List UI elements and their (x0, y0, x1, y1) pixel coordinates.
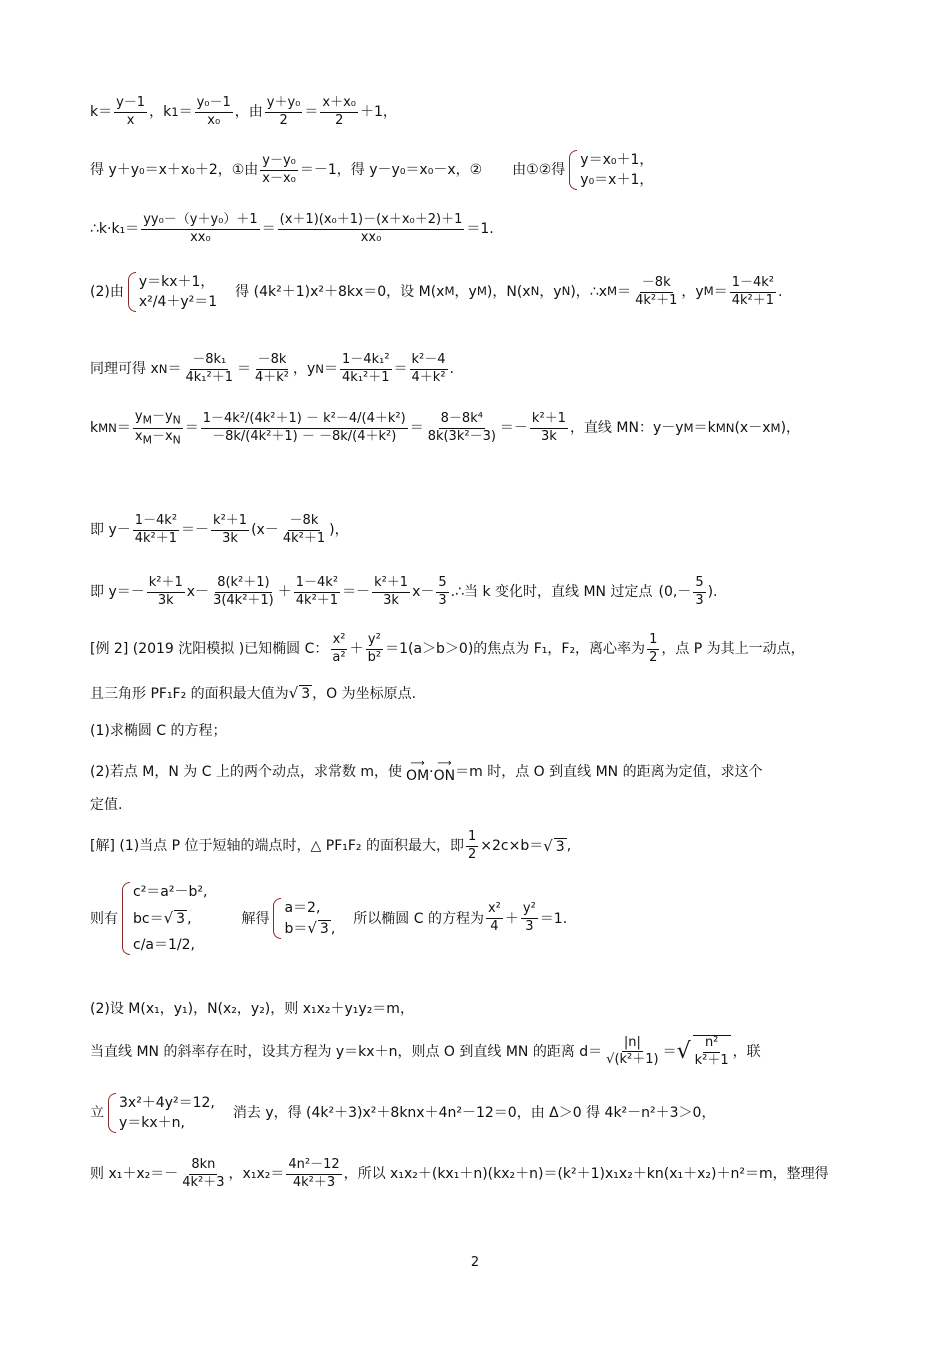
text: ＝ (236, 361, 251, 378)
denominator: 4 (490, 919, 499, 935)
page-number: 2 (470, 1255, 480, 1270)
text: ＝ (409, 420, 424, 437)
fraction (330, 633, 347, 666)
solution-1 (90, 830, 870, 863)
equation-system (569, 150, 653, 190)
denominator: 8k(3k²－3) (427, 429, 496, 445)
text: (2)由 (90, 284, 124, 301)
question-1 (90, 723, 870, 739)
system-row: b＝√ 3 , (284, 919, 336, 938)
text: (0,－ (658, 584, 692, 601)
text: (1)求椭圆 C 的方程； (90, 723, 227, 739)
numerator: (x＋1)(x₀＋1)－(x＋x₀＋2)＋1 (278, 213, 465, 230)
subscript: M (770, 420, 781, 435)
text: ＋ (504, 910, 519, 927)
denominator: $x_M-x_N$ (134, 429, 181, 447)
text: k＝ (90, 104, 113, 121)
text: ＝ (304, 104, 319, 121)
denominator: 4k²＋1 (282, 530, 326, 546)
fraction (604, 1036, 660, 1069)
denominator: xx₀ (360, 229, 382, 245)
text: [例 2] (2019 沈阳模拟 )已知椭圆 C： (90, 641, 329, 658)
fraction (647, 633, 659, 666)
denominator: x (126, 112, 135, 128)
denominator: 3k (541, 429, 557, 445)
text: 即 y＝－ (90, 584, 145, 601)
denominator: 4k²＋1 (295, 592, 339, 608)
denominator: 4＋k² (254, 369, 289, 385)
text: )， (329, 522, 349, 539)
text: . (778, 284, 783, 301)
subscript: N (158, 361, 168, 376)
text: ＝ (184, 420, 199, 437)
denominator: 4k²＋1 (635, 292, 678, 308)
fraction (211, 576, 276, 609)
denominator: xx₀ (190, 229, 211, 245)
question-2-cont (90, 797, 870, 813)
text: ＝1(a＞b＞0)的焦点为 F₁，F₂，离心率为 (385, 641, 646, 658)
text: ＋1， (360, 104, 397, 121)
equation-line-6 (90, 410, 870, 447)
text: [解] (1)当点 P 位于短轴的端点时，△ PF₁F₂ 的面积最大，即 (90, 838, 464, 855)
denominator: x₀ (207, 112, 221, 128)
fraction (147, 576, 185, 609)
fraction (265, 96, 303, 129)
text: ∴k·k₁＝ (90, 221, 140, 238)
denominator: 2 (335, 112, 344, 128)
solution-1-system (90, 882, 870, 955)
text: )，∴x (570, 284, 607, 301)
text: ＝－ (181, 522, 210, 539)
text: .∴当 k 变化时，直线 MN 过定点 (450, 584, 653, 601)
text: ＝1. (466, 221, 494, 238)
numerator: y² (521, 902, 538, 919)
fraction (340, 353, 392, 386)
text: ，点 P 为其上一动点， (661, 641, 805, 658)
numerator: |n| (622, 1036, 643, 1053)
fraction (133, 410, 183, 447)
text: ＋ (277, 584, 292, 601)
text: 解得 (241, 910, 270, 927)
fraction (730, 276, 776, 309)
text: ＝ (178, 104, 193, 121)
fraction (436, 576, 448, 609)
example-2-statement-cont (90, 685, 870, 702)
numerator: －8k (288, 514, 321, 531)
vector-on: ⟶ ON (433, 758, 456, 784)
numerator: k²＋1 (211, 514, 249, 531)
denominator: 3 (695, 592, 704, 608)
equation-system (108, 1093, 215, 1133)
subscript: 1 (171, 104, 179, 119)
fraction (278, 213, 465, 246)
denominator: 4k²＋3 (182, 1174, 225, 1190)
subscript: M (607, 284, 618, 299)
numerator: 8kn (189, 1158, 217, 1175)
fraction (486, 902, 503, 935)
text: ，y (454, 284, 477, 301)
fraction (195, 96, 233, 129)
numerator: 1 (466, 830, 478, 847)
text: ＝ (393, 361, 408, 378)
numerator: 1 (647, 633, 659, 650)
text: 得 (4k²＋1)x²＋8kx＝0，设 M(x (235, 284, 445, 301)
numerator: k²＋1 (372, 576, 410, 593)
subscript: MN (715, 420, 735, 435)
numerator: x＋x₀ (320, 96, 358, 113)
denominator: 2 (279, 112, 288, 128)
equation-line-8 (90, 576, 870, 609)
text: ×2c×b＝ (480, 838, 544, 855)
numerator: 1－4k² (294, 576, 340, 593)
numerator: y－1 (114, 96, 147, 113)
denominator: 3 (438, 592, 447, 608)
denominator: 4k²＋3 (292, 1174, 336, 1190)
denominator: k²＋1 (694, 1052, 729, 1068)
text: (x－ (251, 522, 279, 539)
text: 由①②得 (512, 162, 566, 179)
fraction (693, 1035, 731, 1069)
denominator: √(k²＋1) (606, 1052, 659, 1068)
system-row: y＝kx＋n, (119, 1115, 186, 1132)
text: 得 y＋y₀＝x＋x₀＋2，①由 (90, 162, 259, 179)
system-row: a＝2, (284, 900, 321, 917)
equation-system (273, 898, 335, 939)
fraction (530, 412, 568, 445)
text: 同理可得 x (90, 361, 159, 378)
equation-line-4 (90, 272, 870, 312)
text: 立 (90, 1105, 104, 1122)
fraction (133, 514, 179, 547)
equation-line-7 (90, 514, 870, 547)
solution-2-system (90, 1093, 870, 1133)
numerator: －8k₁ (190, 353, 228, 370)
denominator: 3 (525, 919, 534, 935)
text: . (449, 361, 454, 378)
denominator: 3(4k²＋1) (213, 592, 274, 608)
denominator: 3k (157, 592, 174, 608)
numerator: y＋y₀ (265, 96, 303, 113)
numerator: x² (331, 633, 348, 650)
text: (x－x (734, 420, 771, 437)
system-row: y＝kx＋1， (138, 274, 215, 290)
numerator: yy₀－（y＋y₀）＋1 (141, 213, 259, 230)
fraction (211, 514, 249, 547)
solution-2-setup (90, 1001, 870, 1017)
text: ＝k (693, 420, 716, 437)
denominator: a² (332, 649, 346, 665)
system-row: 3x²＋4y²＝12, (119, 1095, 215, 1111)
text: ，y (293, 361, 316, 378)
subscript: M (683, 420, 694, 435)
fraction (281, 514, 327, 547)
denominator: 4k²＋1 (134, 530, 178, 546)
text: ＋ (349, 641, 364, 658)
text: )， (780, 420, 801, 437)
text: ＝ (324, 361, 339, 378)
question-2 (90, 760, 870, 784)
fraction (294, 576, 340, 609)
text: ＝ (617, 284, 632, 301)
text: ). (707, 584, 718, 601)
system-row: y₀＝x＋1， (580, 172, 654, 189)
text: ，y (681, 284, 704, 301)
fraction (466, 830, 478, 863)
numerator: x² (486, 902, 503, 919)
subscript: N (561, 284, 571, 299)
text: (2)设 M(x₁，y₁)，N(x₂，y₂)，则 x₁x₂＋y₁y₂＝m， (90, 1001, 414, 1017)
fraction (183, 353, 235, 386)
numerator: k²＋1 (530, 412, 568, 429)
numerator: －8k (256, 353, 289, 370)
text: )，N(x (486, 284, 531, 301)
text: ＝ (116, 420, 131, 437)
equation-line-1 (90, 96, 870, 129)
fraction (180, 1158, 226, 1191)
text: 则有 (90, 910, 118, 927)
numerator: 8(k²＋1) (215, 576, 271, 593)
text: ，由 (234, 104, 263, 121)
text: ＝ (261, 221, 276, 238)
numerator: 8－8k⁴ (439, 412, 485, 429)
fraction (372, 576, 410, 609)
text: ，所以 x₁x₂＋(kx₁＋n)(kx₂＋n)＝(k²＋1)x₁x₂＋kn(x₁＋x₂)＋n²＝m，整理得 (343, 1166, 829, 1183)
fraction (410, 353, 448, 386)
text: 当直线 MN 的斜率存在时，设其方程为 y＝kx＋n，则点 O 到直线 MN 的距离 d＝ (90, 1043, 603, 1060)
text: ，联 (732, 1043, 761, 1060)
fraction (693, 576, 705, 609)
denominator: 4＋k² (411, 369, 446, 385)
fraction (633, 276, 679, 309)
numerator: 1－4k² (730, 276, 776, 293)
numerator: 1－4k₁² (340, 353, 392, 370)
text: ＝－ (499, 420, 528, 437)
numerator: 5 (693, 576, 705, 593)
text: (2)若点 M，N 为 C 上的两个动点，求常数 m，使 (90, 764, 403, 780)
text: ＝ (662, 1043, 677, 1060)
numerator: y－y₀ (260, 154, 298, 171)
text: 则 x₁＋x₂＝－ (90, 1166, 179, 1183)
subscript: N (315, 361, 325, 376)
sqrt-sign: √ (543, 836, 553, 855)
text: ，x₁x₂＝ (228, 1166, 285, 1183)
denominator: 4k²＋1 (731, 292, 775, 308)
text: ＝－1，得 y－y₀＝x₀－x，② (299, 162, 483, 179)
equation-system (128, 272, 217, 312)
equation-line-2 (90, 150, 870, 190)
subscript: MN (98, 420, 117, 435)
equation-system (122, 882, 207, 955)
text: k (90, 420, 99, 437)
text: ，k (149, 104, 172, 121)
equation-line-3 (90, 213, 870, 246)
denominator: x－x₀ (262, 170, 296, 186)
denominator: 2 (649, 649, 658, 665)
numerator: －8k (640, 276, 673, 293)
denominator: 2 (468, 846, 477, 862)
text: x－ (412, 584, 435, 601)
system-row: x²/4＋y²＝1 (138, 294, 218, 311)
text: 定值. (90, 797, 123, 813)
denominator: 4k₁²＋1 (342, 369, 390, 385)
numerator: 4n²－12 (286, 1158, 341, 1175)
system-row: y＝x₀＋1， (580, 152, 654, 168)
numerator: y² (366, 633, 383, 650)
system-row: c²＝a²－b², (133, 884, 208, 900)
vector-om: ⟶ OM (406, 758, 430, 784)
numerator: y₀－1 (195, 96, 233, 113)
numerator: 5 (436, 576, 448, 593)
text: ，直线 MN：y－y (569, 420, 684, 437)
text: x－ (186, 584, 210, 601)
subscript: M (476, 284, 487, 299)
text: 所以椭圆 C 的方程为 (353, 910, 484, 927)
numerator: n² (703, 1036, 720, 1053)
compound-fraction (201, 412, 408, 445)
fraction (260, 154, 298, 187)
fraction (141, 213, 259, 246)
text: ，O 为坐标原点. (312, 685, 417, 702)
fraction (320, 96, 358, 129)
fraction (426, 412, 498, 445)
sqrt-sign: √ (288, 684, 299, 702)
subscript: M (444, 284, 455, 299)
subscript: M (703, 284, 714, 299)
numerator: $y_M-y_N$ (133, 410, 183, 429)
numerator: k²－4 (410, 353, 448, 370)
denominator: b² (367, 649, 382, 665)
fraction (521, 902, 538, 935)
solution-2-distance (90, 1035, 870, 1069)
denominator: 4k₁²＋1 (185, 369, 233, 385)
system-row: c/a＝1/2, (133, 937, 195, 954)
text: , (566, 838, 572, 855)
solution-2-vieta (90, 1158, 870, 1191)
text: 即 y－ (90, 522, 131, 539)
numerator: 1－4k²/(4k²＋1) － k²－4/(4＋k²) (201, 412, 408, 429)
fraction (286, 1158, 341, 1191)
equation-line-5 (90, 353, 870, 386)
text: ＝m 时，点 O 到直线 MN 的距离为定值，求这个 (455, 764, 763, 780)
fraction (114, 96, 147, 129)
text: 且三角形 PF₁F₂ 的面积最大值为 (90, 685, 289, 702)
text: ＝ (713, 284, 728, 301)
text: ＝ (167, 361, 182, 378)
text: · (429, 764, 434, 780)
text: ＝1. (539, 910, 568, 927)
example-2-statement (90, 633, 870, 666)
text: ，y (539, 284, 562, 301)
radicand: 3 (555, 838, 565, 855)
text: ＝－ (342, 584, 371, 601)
denominator: －8k/(4k²＋1) － －8k/(4＋k²) (212, 429, 397, 445)
sqrt-sign: √ (676, 1039, 691, 1065)
denominator: 3k (222, 530, 238, 546)
numerator: k²＋1 (147, 576, 185, 593)
radicand: 3 (301, 686, 311, 703)
numerator: 1－4k² (133, 514, 179, 531)
denominator: 3k (383, 592, 399, 608)
system-row: bc＝√ 3 , (133, 909, 192, 928)
fraction (253, 353, 291, 386)
text: 消去 y，得 (4k²＋3)x²＋8knx＋4n²－12＝0，由 Δ＞0 得 4k²－n²＋3＞0， (232, 1105, 716, 1122)
fraction (366, 633, 383, 666)
subscript: N (530, 284, 540, 299)
